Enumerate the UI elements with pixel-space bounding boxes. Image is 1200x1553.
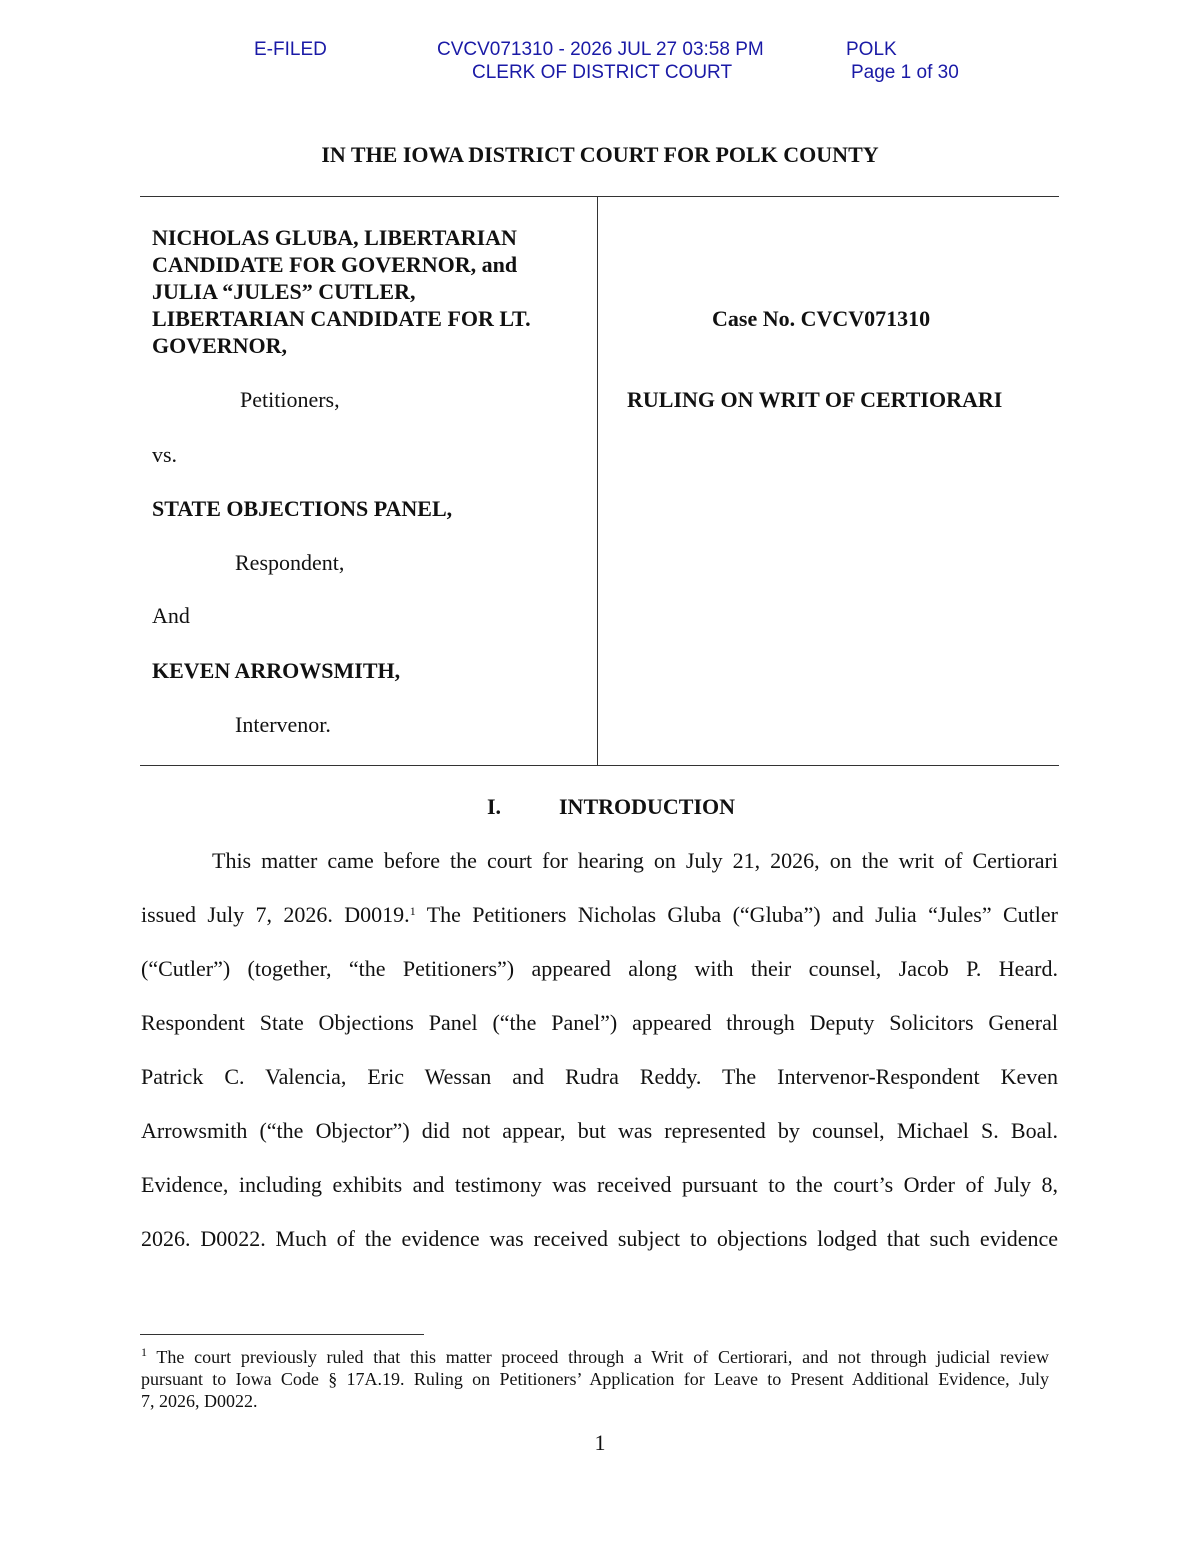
section-number: I. [487, 794, 502, 819]
versus-label: vs. [152, 442, 178, 467]
respondent-name: STATE OBJECTIONS PANEL, [152, 496, 453, 521]
footnote-line: pursuant to Iowa Code § 17A.19. Ruling on Petitioners’ Application for Leave to Present Additional Evidence, July [141, 1369, 1049, 1389]
case-number: Case No. CVCV071310 [712, 306, 931, 331]
section-title: INTRODUCTION [559, 794, 736, 819]
petitioner-line: CANDIDATE FOR GOVERNOR, and [152, 252, 518, 277]
efiled-stamp: E-FILED [254, 39, 327, 60]
caption-divider [597, 196, 598, 765]
footnote-ref: 1 [409, 904, 416, 918]
document-title: RULING ON WRIT OF CERTIORARI [627, 387, 1003, 412]
caption-bottom-rule [140, 765, 1059, 766]
footnote-marker: 1 [141, 1345, 147, 1359]
footnote-rule [140, 1334, 424, 1335]
body-line: Evidence, including exhibits and testimony was received pursuant to the court’s Order of July 8, [141, 1172, 1058, 1197]
body-line: 2026. D0022. Much of the evidence was received subject to objections lodged that such evidence [141, 1226, 1058, 1251]
case-timestamp: CVCV071310 - 2026 JUL 27 03:58 PM [437, 39, 764, 60]
body-line: Respondent State Objections Panel (“the Panel”) appeared through Deputy Solicitors General [141, 1010, 1058, 1035]
intervenor-role: Intervenor. [235, 712, 331, 737]
page-count: Page 1 of 30 [851, 62, 959, 83]
respondent-role: Respondent, [235, 550, 345, 575]
body-line: Arrowsmith (“the Objector”) did not appear, but was represented by counsel, Michael S. Boal. [141, 1118, 1058, 1143]
and-label: And [152, 603, 190, 628]
court-title: IN THE IOWA DISTRICT COURT FOR POLK COUNTY [321, 142, 879, 167]
footnote-line: $^1$ The court previously ruled that this matter proceed through a Writ of Certiorari, and not through judicial review [141, 1345, 1049, 1367]
petitioner-line: GOVERNOR, [152, 333, 288, 358]
petitioners-role: Petitioners, [240, 387, 340, 412]
county-label: POLK [846, 39, 897, 60]
caption-top-rule [140, 196, 1059, 197]
body-line: This matter came before the court for hearing on July 21, 2026, on the writ of Certiorari [212, 848, 1058, 873]
petitioner-line: LIBERTARIAN CANDIDATE FOR LT. [152, 306, 531, 331]
page-number: 1 [594, 1430, 606, 1455]
body-line: Patrick C. Valencia, Eric Wessan and Rudra Reddy. The Intervenor-Respondent Keven [141, 1064, 1058, 1089]
body-line: issued July 7, 2026. D0019.$^1$ The Petitioners Nicholas Gluba (“Gluba”) and Julia “Jules” Cutler [141, 902, 1058, 927]
petitioner-line: JULIA “JULES” CUTLER, [152, 279, 416, 304]
petitioner-line: NICHOLAS GLUBA, LIBERTARIAN [152, 225, 517, 250]
intervenor-name: KEVEN ARROWSMITH, [152, 658, 401, 683]
body-line: (“Cutler”) (together, “the Petitioners”) appeared along with their counsel, Jacob P. Heard. [141, 956, 1058, 981]
clerk-label: CLERK OF DISTRICT COURT [472, 62, 733, 83]
footnote-line: 7, 2026, D0022. [141, 1391, 258, 1411]
